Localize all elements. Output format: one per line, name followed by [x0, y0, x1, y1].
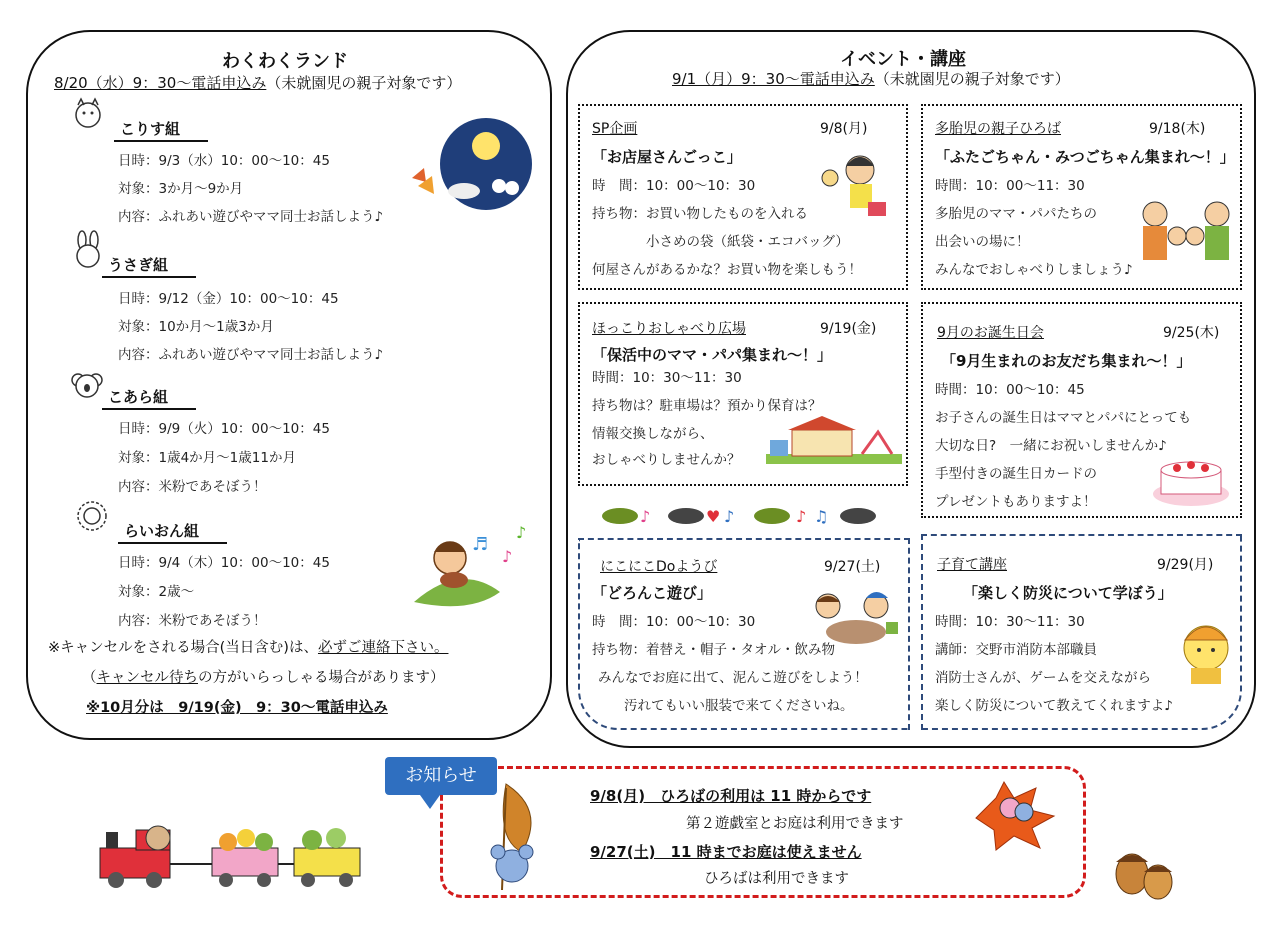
mouse-leaf-illustration	[466, 780, 552, 900]
event-detail: みんなでお庭に出て、泥んこ遊びをしよう！	[598, 670, 868, 686]
birthday-cake-illustration	[1151, 450, 1231, 510]
svg-text:♪: ♪	[502, 547, 513, 566]
event-headline: 「保活中のママ・パパ集まれ～！」	[592, 346, 833, 364]
group-detail: 対象：2歳～	[118, 584, 195, 600]
event-title: 多胎児の親子ひろば	[935, 121, 1061, 137]
svg-text:♫: ♫	[814, 507, 829, 526]
event-detail: 多胎児のママ・パパたちの	[935, 206, 1097, 222]
event-box	[921, 534, 1242, 730]
group-detail: 日時：9/3（水）10：00～10：45	[118, 153, 330, 169]
left-panel-subtitle: 8/20（水）9：30～電話申込み（未就園児の親子対象です）	[54, 74, 462, 92]
lion-icon	[74, 500, 110, 532]
notice-line-3: 9/27(土) 11 時までお庭は使えません	[590, 843, 862, 861]
group-name: うさぎ組	[102, 254, 196, 278]
october-notice: ※10月分は 9/19(金) 9：30～電話申込み	[86, 700, 388, 716]
family-illustration	[1133, 194, 1237, 264]
event-detail: 時間：10：30～11：30	[935, 614, 1085, 630]
event-detail: 時間：10：30～11：30	[592, 370, 742, 386]
event-box	[578, 302, 908, 486]
event-title: SP企画	[592, 121, 638, 137]
event-detail: おしゃべりしませんか？	[592, 452, 741, 468]
event-detail: 情報交換しながら、	[592, 426, 714, 442]
group-detail: 内容：米粉であそぼう！	[118, 613, 267, 629]
koala-icon	[70, 368, 104, 400]
group-detail: 内容：ふれあい遊びやママ同士お話しよう♪	[118, 209, 384, 225]
event-date: 9/29(月)	[1157, 557, 1214, 573]
group-detail: 内容：米粉であそぼう！	[118, 479, 267, 495]
event-title: 子育て講座	[937, 557, 1007, 573]
notice-tag-pointer	[420, 795, 440, 809]
event-detail: 持ち物：お買い物したものを入れる	[592, 206, 808, 222]
event-box	[921, 104, 1242, 290]
svg-text:♪: ♪	[640, 507, 651, 526]
group-detail: 対象：10か月～1歳3か月	[118, 319, 274, 335]
train-illustration	[96, 808, 366, 892]
svg-text:♪: ♪	[796, 507, 807, 526]
event-title: 9月のお誕生日会	[937, 325, 1044, 341]
group-name: こあら組	[102, 386, 196, 410]
event-date: 9/27(土)	[824, 559, 881, 575]
event-headline: 「9月生まれのお友だち集まれ～！」	[941, 352, 1192, 370]
event-headline: 「お店屋さんごっこ」	[592, 148, 742, 166]
event-detail: 時 間：10：00～10：30	[592, 178, 756, 194]
left-panel-title: わくわくランド	[222, 51, 348, 72]
event-box	[921, 302, 1242, 518]
group-name: こりす組	[114, 118, 208, 142]
event-detail: 持ち物は？駐車場は？預かり保育は？	[592, 398, 822, 414]
svg-text:♪: ♪	[516, 523, 527, 542]
event-detail: 講師：交野市消防本部職員	[935, 642, 1097, 658]
event-detail: 楽しく防災について教えてくれますよ♪	[935, 698, 1173, 714]
event-box	[578, 104, 908, 290]
waitlist-notice: （キャンセル待ちの方がいらっしゃる場合があります）	[82, 670, 445, 686]
right-panel-subtitle: 9/1（月）9：30～電話申込み（未就園児の親子対象です）	[672, 70, 1070, 88]
svg-text:♬: ♬	[472, 534, 489, 555]
kindergarten-building-illustration	[766, 416, 902, 468]
moon-viewing-illustration	[404, 116, 538, 212]
event-detail: 消防士さんが、ゲームを交えながら	[935, 670, 1151, 686]
event-title: にこにこDoようび	[600, 559, 718, 575]
event-date: 9/19(金)	[820, 321, 877, 337]
event-detail: 何屋さんがあるかな？お買い物を楽しもう！	[592, 262, 862, 278]
event-headline: 「どろんこ遊び」	[592, 584, 713, 602]
event-detail: 時 間：10：00～10：30	[592, 614, 756, 630]
group-detail: 内容：ふれあい遊びやママ同士お話しよう♪	[118, 347, 384, 363]
group-detail: 日時：9/12（金）10：00～10：45	[118, 291, 339, 307]
svg-text:♥: ♥	[706, 507, 721, 526]
firefighter-chick-illustration	[1177, 612, 1235, 688]
group-detail: 日時：9/4（木）10：00～10：45	[118, 555, 330, 571]
notice-line-4: ひろばは利用できます	[704, 871, 849, 887]
cricket-violin-illustration	[410, 522, 540, 614]
event-detail: 小さめの袋（紙袋・エコバッグ）	[592, 234, 849, 250]
event-date: 9/18(木)	[1149, 121, 1206, 137]
squirrel-icon	[70, 97, 108, 131]
event-detail: 持ち物：着替え・帽子・タオル・飲み物	[592, 642, 835, 658]
event-detail: 大切な日? 一緒にお祝いしませんか♪	[935, 438, 1167, 454]
cancel-notice: ※キャンセルをされる場合(当日含む)は、必ずご連絡下さい。	[48, 640, 449, 656]
event-detail: プレゼントもありますよ！	[935, 494, 1097, 510]
event-detail: 出会いの場に！	[935, 234, 1030, 250]
notice-line-1: 9/8(月) ひろばの利用は 11 時からです	[590, 787, 872, 805]
event-headline: 「楽しく防災について学ぼう」	[963, 584, 1173, 602]
event-detail: お子さんの誕生日はママとパパにとっても	[935, 410, 1192, 426]
svg-text:♪: ♪	[724, 507, 735, 526]
event-date: 9/8(月)	[820, 121, 868, 137]
event-headline: 「ふたごちゃん・みつごちゃん集まれ～！」	[935, 148, 1235, 166]
notice-line-2: 第２遊戯室とお庭は利用できます	[686, 816, 904, 832]
group-detail: 日時：9/9（火）10：00～10：45	[118, 421, 330, 437]
mud-play-children-illustration	[806, 586, 902, 646]
event-detail: 時間：10：00～10：45	[935, 382, 1085, 398]
group-detail: 対象：3か月～9か月	[118, 181, 244, 197]
group-name: らいおん組	[118, 520, 227, 544]
right-panel-title: イベント・講座	[840, 49, 966, 70]
event-title: ほっこりおしゃべり広場	[592, 321, 746, 337]
event-date: 9/25(木)	[1163, 325, 1220, 341]
event-detail: 汚れてもいい服装で来てくださいね。	[624, 698, 854, 714]
autumn-leaf-rabbits-illustration	[966, 778, 1062, 854]
notice-tag: お知らせ	[385, 757, 497, 795]
event-detail: 時間：10：00～11：30	[935, 178, 1085, 194]
acorns-illustration	[1108, 834, 1180, 906]
crickets-music-decoration	[596, 498, 896, 534]
event-detail: 手型付きの誕生日カードの	[935, 466, 1097, 482]
rabbit-icon	[70, 230, 106, 270]
shopping-girl-illustration	[816, 148, 896, 228]
event-box	[578, 538, 910, 730]
event-detail: みんなでおしゃべりしましょう♪	[935, 262, 1133, 278]
group-detail: 対象：1歳4か月～1歳11か月	[118, 450, 296, 466]
